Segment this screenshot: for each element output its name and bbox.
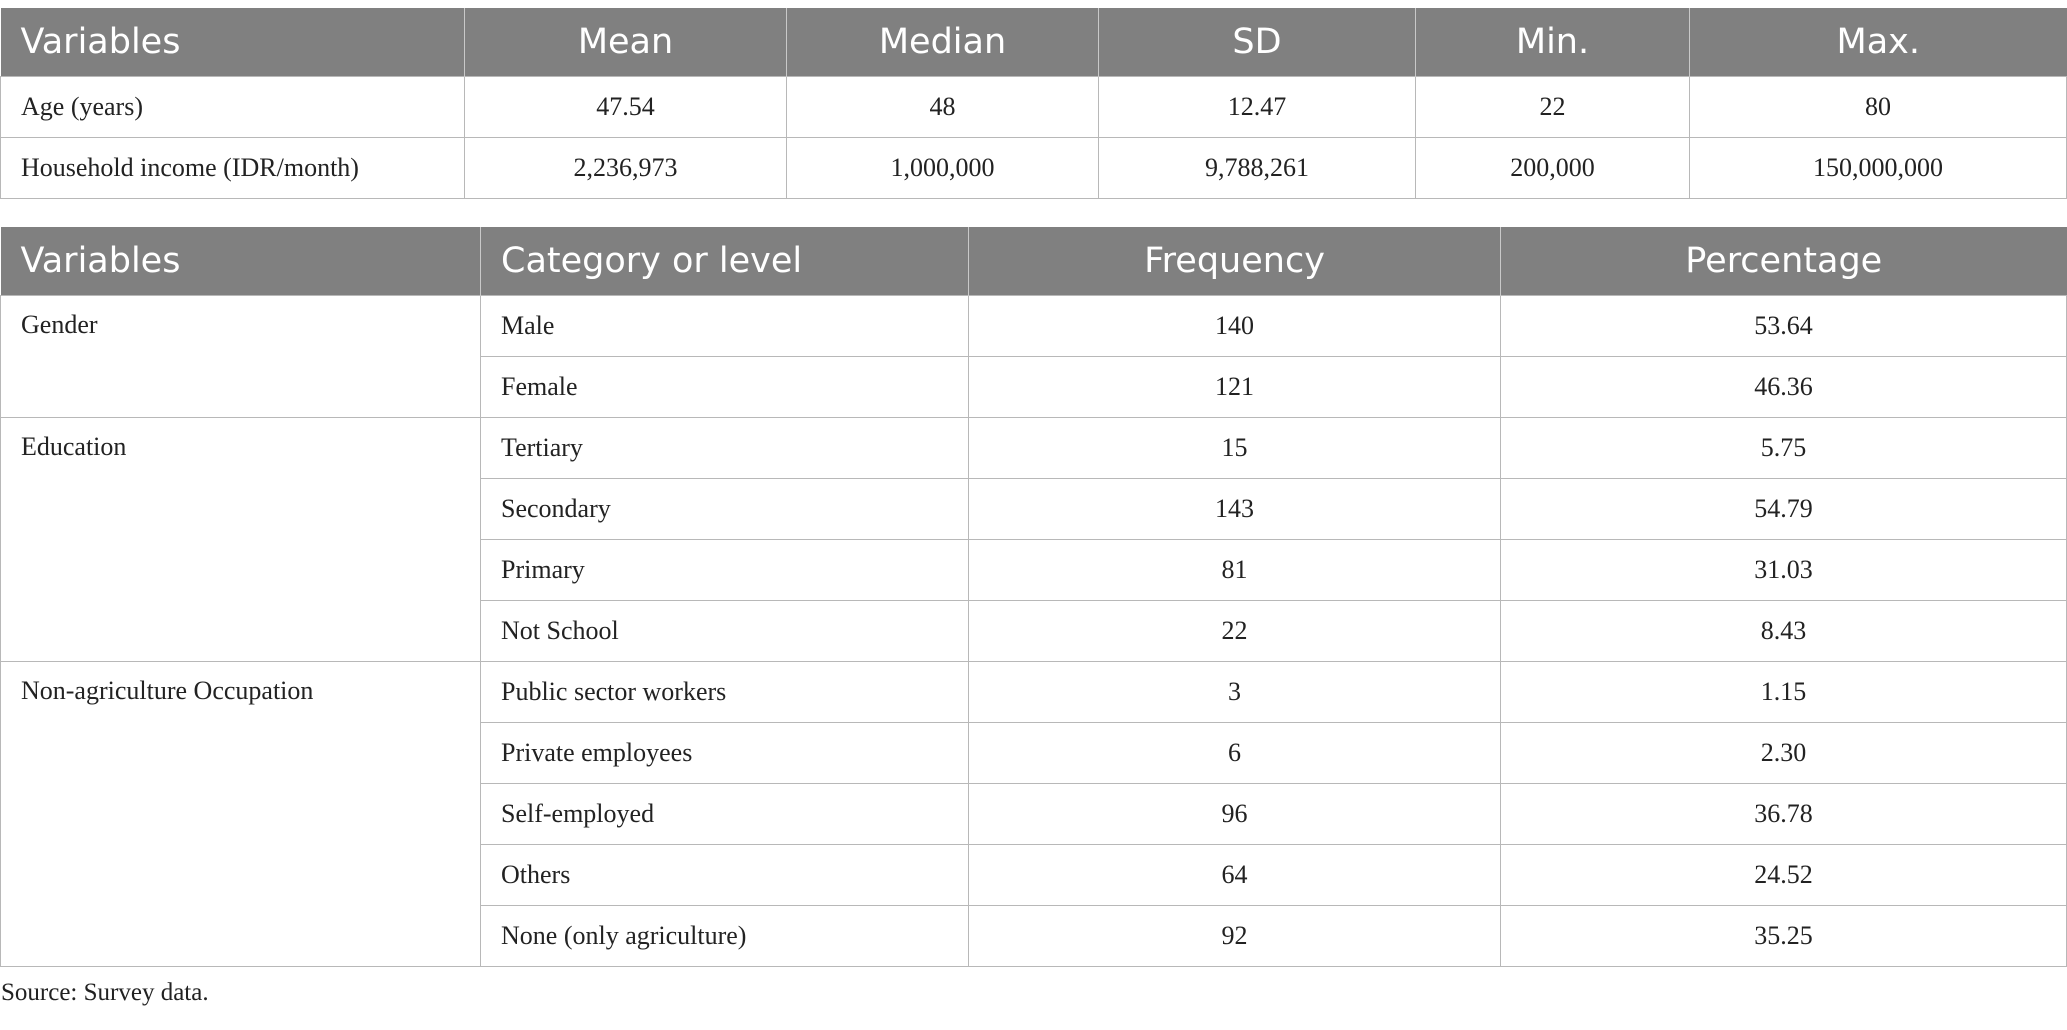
cell-percentage: 54.79 [1501,479,2067,540]
cell-category: Tertiary [481,418,969,479]
cell-frequency: 6 [969,723,1501,784]
cell-frequency: 143 [969,479,1501,540]
cell-category: Private employees [481,723,969,784]
cell-frequency: 81 [969,540,1501,601]
cell-percentage: 35.25 [1501,906,2067,967]
table-row [1,418,2067,479]
cell-percentage: 5.75 [1501,418,2067,479]
header-category: Category or level [481,227,969,296]
cell-percentage: 46.36 [1501,357,2067,418]
cell-percentage: 53.64 [1501,296,2067,357]
cell-frequency: 64 [969,845,1501,906]
summary-header-row [1,8,2067,77]
header-variables: Variables [1,8,465,77]
source-footnote: Source: Survey data. [1,979,209,1006]
table-row [1,296,2067,357]
cell-percentage: 2.30 [1501,723,2067,784]
header-max: Max. [1690,8,2067,77]
header-percentage: Percentage [1501,227,2067,296]
cell-mean: 47.54 [465,77,787,138]
cell-frequency: 22 [969,601,1501,662]
cell-frequency: 3 [969,662,1501,723]
table-row [1,77,2067,138]
cell-category: Public sector workers [481,662,969,723]
cell-category: Others [481,845,969,906]
frequency-header-row [1,227,2067,296]
cell-median: 1,000,000 [787,138,1099,199]
summary-statistics-table [0,8,2067,199]
cell-percentage: 8.43 [1501,601,2067,662]
cell-category: Not School [481,601,969,662]
header-mean: Mean [465,8,787,77]
cell-median: 48 [787,77,1099,138]
table-row [1,138,2067,199]
cell-category: Primary [481,540,969,601]
header-variables: Variables [1,227,481,296]
cell-min: 200,000 [1416,138,1690,199]
cell-category: Secondary [481,479,969,540]
cell-max: 80 [1690,77,2067,138]
header-frequency: Frequency [969,227,1501,296]
cell-frequency: 15 [969,418,1501,479]
cell-category: None (only agriculture) [481,906,969,967]
row-variable: Household income (IDR/month) [1,138,465,199]
variable-group-education: Education [1,418,481,662]
cell-sd: 12.47 [1099,77,1416,138]
row-variable: Age (years) [1,77,465,138]
frequency-table [0,227,2067,967]
header-median: Median [787,8,1099,77]
cell-frequency: 96 [969,784,1501,845]
variable-group-gender: Gender [1,296,481,418]
cell-mean: 2,236,973 [465,138,787,199]
cell-percentage: 1.15 [1501,662,2067,723]
cell-frequency: 92 [969,906,1501,967]
cell-category: Self-employed [481,784,969,845]
cell-category: Male [481,296,969,357]
cell-min: 22 [1416,77,1690,138]
cell-sd: 9,788,261 [1099,138,1416,199]
cell-max: 150,000,000 [1690,138,2067,199]
cell-frequency: 121 [969,357,1501,418]
table-row [1,662,2067,723]
cell-percentage: 24.52 [1501,845,2067,906]
header-min: Min. [1416,8,1690,77]
cell-percentage: 36.78 [1501,784,2067,845]
cell-percentage: 31.03 [1501,540,2067,601]
document-page [0,8,2067,1007]
variable-group-occupation: Non-agriculture Occupation [1,662,481,967]
cell-frequency: 140 [969,296,1501,357]
cell-category: Female [481,357,969,418]
header-sd: SD [1099,8,1416,77]
